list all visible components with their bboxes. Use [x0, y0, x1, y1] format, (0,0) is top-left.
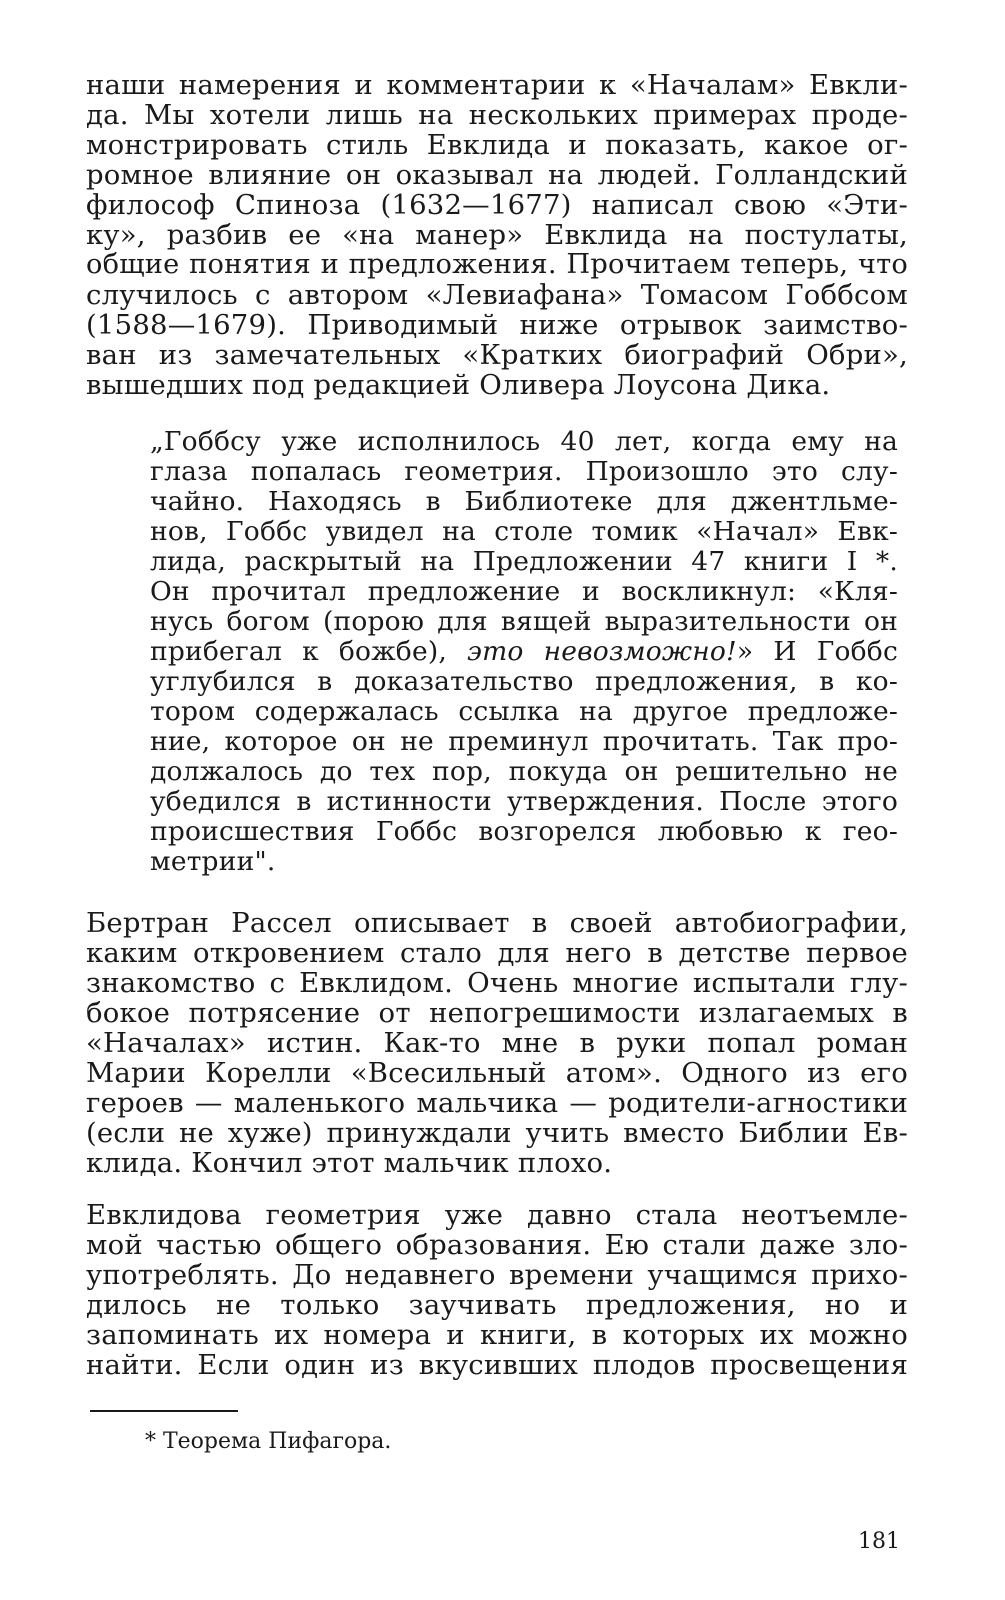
quote-line: происшествия Гоббс возгорелся любовью к гео- — [150, 816, 898, 847]
text-line: Марии Корелли «Всесильный атом». Одного из его — [86, 1057, 908, 1089]
page-number: 181 — [858, 1529, 900, 1554]
text-line: мой частью общего образования. Ею стали даже зло- — [86, 1229, 908, 1261]
text-line: бокое потрясение от непогрешимости излагаемых в — [86, 997, 908, 1029]
text-line: случилось с автором «Левиафана» Томасом Гоббсом — [86, 279, 908, 311]
quote-line: лида, раскрытый на Предложении 47 книги I *. — [150, 546, 898, 577]
paragraph-1 — [86, 70, 908, 400]
quote-line: глаза попалась геометрия. Произошло это слу- — [150, 456, 898, 487]
quote-line: Он прочитал предложение и воскликнул: «Кля- — [150, 576, 898, 607]
text-line: дилось не только заучивать предложения, но и — [86, 1289, 908, 1321]
quote-line-with-italic — [150, 637, 898, 667]
text-line: употреблять. До недавнего времени учащимся прихо- — [86, 1259, 908, 1291]
quote-line: ние, которое он не преминул прочитать. Так про- — [150, 726, 898, 757]
text-line: монстрировать стиль Евклида и показать, какое ог- — [86, 129, 908, 161]
quote-line: убедился в истинности утверждения. После этого — [150, 786, 898, 817]
text-line: ку», разбив ее «на манер» Евклида на постулаты, — [86, 219, 908, 251]
text-line: знакомство с Евклидом. Очень многие испытали глу- — [86, 967, 908, 999]
text-line: (если не хуже) принуждали учить вместо Библии Ев- — [86, 1117, 908, 1149]
text-line: (1588—1679). Приводимый ниже отрывок заимство- — [86, 309, 908, 341]
quote-line: нусь богом (порою для вящей выразительности он — [150, 606, 898, 637]
quote-line: тором содержалась ссылка на другое предложе- — [150, 696, 898, 727]
text-line: найти. Если один из вкусивших плодов просвещения — [86, 1349, 908, 1381]
text-line: «Началах» истин. Как-то мне в руки попал роман — [86, 1027, 908, 1059]
text-line: клида. Кончил этот мальчик плохо. — [86, 1147, 613, 1179]
quote-line: нов, Гоббс увидел на столе томик «Начал» Евк- — [150, 516, 898, 547]
text-line: запоминать их номера и книги, в которых их можно — [86, 1319, 908, 1351]
text-line: ван из замечательных «Кратких биографий Обри», — [86, 339, 908, 371]
text-line: Бертран Рассел описывает в своей автобиографии, — [86, 907, 908, 939]
quote-line: чайно. Находясь в Библиотеке для джентльме- — [150, 486, 898, 517]
text-line: да. Мы хотели лишь на нескольких примерах проде- — [86, 99, 908, 131]
text-line: ромное влияние он оказывал на людей. Голландский — [86, 159, 908, 191]
quote-line: метрии". — [150, 846, 276, 877]
text-line: героев — маленького мальчика — родители-агностики — [86, 1087, 908, 1119]
quote-block — [150, 427, 898, 877]
text-line: Евклидова геометрия уже давно стала неотъемле- — [86, 1199, 908, 1231]
italic-exclamation: это невозможно! — [467, 636, 737, 667]
footnote-divider — [90, 1410, 238, 1412]
text-line: каким откровением стало для него в детстве первое — [86, 937, 908, 969]
quote-line: „Гоббсу уже исполнилось 40 лет, когда ему на — [150, 426, 898, 457]
text-line: философ Спиноза (1632—1677) написал свою «Эти- — [86, 189, 908, 221]
quote-line: углубился в доказательство предложения, в ко- — [150, 666, 898, 697]
quote-text: » И Гоббс — [736, 636, 898, 667]
text-line: общие понятия и предложения. Прочитаем теперь, что — [86, 249, 908, 280]
quote-line: должалось до тех пор, покуда он решительно не — [150, 756, 898, 787]
paragraph-3 — [86, 1200, 908, 1380]
text-line: вышедших под редакцией Оливера Лоусона Дика. — [86, 369, 831, 401]
footnote: * Теорема Пифагора. — [145, 1429, 392, 1454]
paragraph-2 — [86, 908, 908, 1178]
quote-text: прибегал к божбе), — [150, 636, 468, 667]
text-line: наши намерения и комментарии к «Началам» Евкли- — [86, 69, 908, 101]
